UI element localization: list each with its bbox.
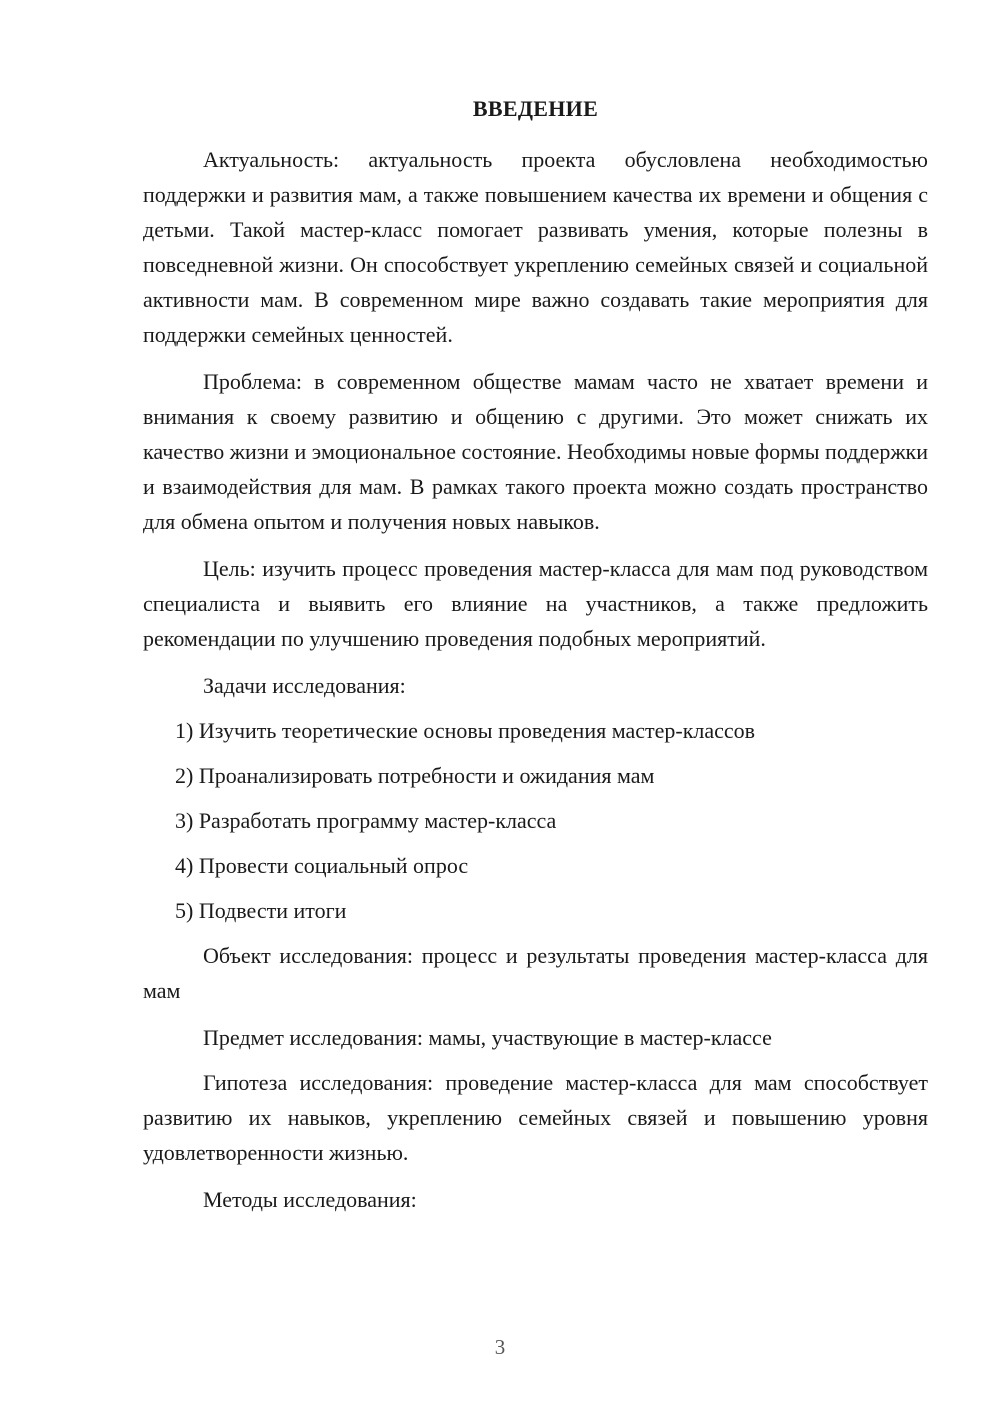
goal-paragraph: Цель: изучить процесс проведения мастер-класса для мам под руководством специалиста и выявить его влияние на участников, а также предложить рекомендации по улучшению проведения подобных мероприятий. bbox=[143, 556, 928, 651]
task-item: 5) Подвести итоги bbox=[175, 898, 347, 923]
subject-paragraph: Предмет исследования: мамы, участвующие в мастер-классе bbox=[203, 1025, 772, 1050]
task-item: 1) Изучить теоретические основы проведения мастер-классов bbox=[175, 718, 756, 743]
document-body bbox=[143, 142, 928, 1227]
methods-heading: Методы исследования: bbox=[203, 1187, 417, 1212]
section-title: ВВЕДЕНИЕ bbox=[472, 96, 599, 121]
problem-paragraph: Проблема: в современном обществе мамам часто не хватает времени и внимания к своему развитию и общению с другими. Это может снижать их качество жизни и эмоциональное состояние. Необходимы новые формы поддержки и взаимодействия для мам. В рамках такого проекта можно создать пространство для обмена опытом и получения новых навыков. bbox=[143, 369, 928, 534]
tasks-heading: Задачи исследования: bbox=[203, 673, 406, 698]
page-number: 3 bbox=[494, 1335, 506, 1359]
relevance-paragraph: Актуальность: актуальность проекта обусловлена необходимостью поддержки и развития мам, а также повышением качества их времени и общения с детьми. Такой мастер-класс помогает развивать умения, которые полезны в повседневной жизни. Он способствует укреплению семейных связей и социальной активности мам. В современном мире важно создавать такие мероприятия для поддержки семейных ценностей. bbox=[143, 147, 928, 347]
object-paragraph: Объект исследования: процесс и результаты проведения мастер-класса для мам bbox=[143, 943, 928, 1003]
task-item: 3) Разработать программу мастер-класса bbox=[175, 808, 557, 833]
tasks-list bbox=[143, 713, 928, 928]
task-item: 4) Провести социальный опрос bbox=[175, 853, 469, 878]
task-item: 2) Проанализировать потребности и ожидания мам bbox=[175, 763, 655, 788]
hypothesis-paragraph: Гипотеза исследования: проведение мастер-класса для мам способствует развитию их навыков, укреплению семейных связей и повышению уровня удовлетворенности жизнью. bbox=[143, 1070, 928, 1165]
